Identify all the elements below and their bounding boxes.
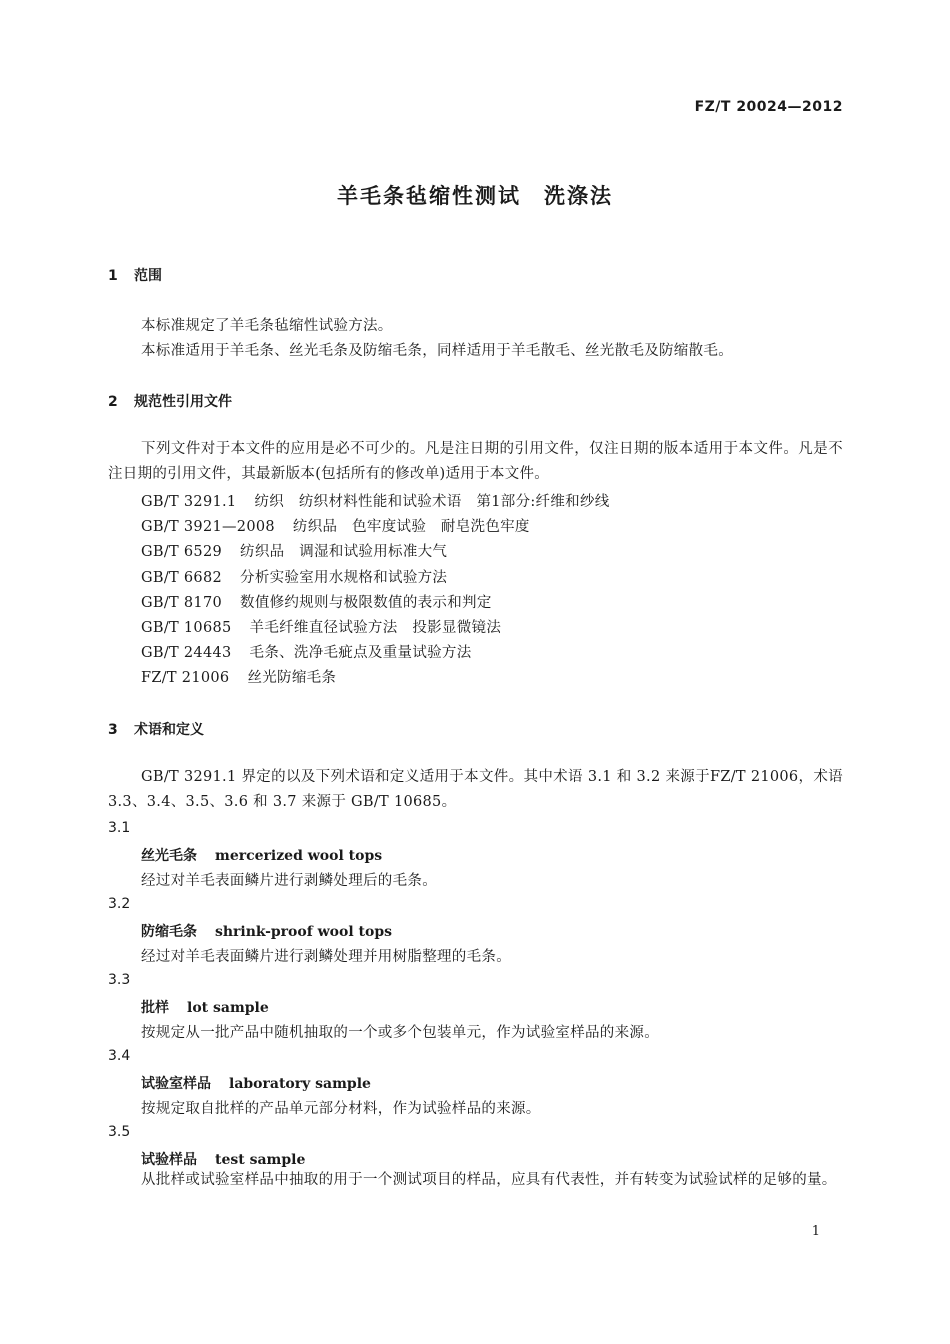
term-zh: 批样 — [141, 1000, 169, 1016]
section-number: 1 — [108, 268, 118, 284]
section-title: 范围 — [134, 268, 162, 284]
section-number: 2 — [108, 394, 118, 410]
term-heading — [141, 1149, 305, 1169]
reference-title: 毛条、洗净毛疵点及重量试验方法 — [249, 645, 472, 661]
clause-number: 3.2 — [108, 896, 131, 912]
clause-number: 3.1 — [108, 820, 131, 836]
clause-number: 3.4 — [108, 1048, 131, 1064]
reference-item — [141, 591, 492, 612]
term-zh: 防缩毛条 — [141, 924, 197, 940]
term-zh: 试验室样品 — [141, 1076, 211, 1092]
term-zh: 丝光毛条 — [141, 848, 197, 864]
reference-code: GB/T 3921—2008 — [141, 519, 275, 535]
section-1-paragraph-1: 本标准规定了羊毛条毡缩性试验方法。 — [141, 318, 393, 334]
reference-code: GB/T 6529 — [141, 544, 223, 560]
term-heading — [141, 845, 382, 865]
term-en: mercerized wool tops — [215, 848, 383, 864]
term-en: shrink-proof wool tops — [215, 924, 393, 940]
reference-item — [141, 641, 472, 662]
reference-code: GB/T 10685 — [141, 620, 232, 636]
term-en: laboratory sample — [229, 1076, 371, 1092]
term-definition: 经过对羊毛表面鳞片进行剥鳞处理并用树脂整理的毛条。 — [141, 949, 511, 965]
standard-code: FZ/T 20024—2012 — [694, 99, 843, 115]
reference-item — [141, 566, 447, 587]
term-heading — [141, 1073, 371, 1093]
reference-item — [141, 490, 610, 511]
reference-code: GB/T 3291.1 — [141, 494, 237, 510]
reference-title: 羊毛纤维直径试验方法 投影显微镜法 — [249, 620, 502, 636]
section-2-intro: 下列文件对于本文件的应用是必不可少的。凡是注日期的引用文件，仅注日期的版本适用于本文件。凡是不注日期的引用文件，其最新版本(包括所有的修改单)适用于本文件。 — [108, 441, 843, 482]
term-heading — [141, 921, 392, 941]
clause-number: 3.5 — [108, 1124, 131, 1140]
section-number: 3 — [108, 722, 118, 738]
section-3-heading — [108, 719, 204, 739]
term-definition: 经过对羊毛表面鳞片进行剥鳞处理后的毛条。 — [141, 873, 437, 889]
term-en: test sample — [215, 1152, 306, 1168]
reference-item — [141, 616, 501, 637]
term-definition: 按规定取自批样的产品单元部分材料，作为试验样品的来源。 — [141, 1101, 541, 1117]
reference-title: 分析实验室用水规格和试验方法 — [240, 570, 448, 586]
reference-code: GB/T 6682 — [141, 570, 223, 586]
term-definition: 从批样或试验室样品中抽取的用于一个测试项目的样品，应具有代表性，并有转变为试验试样的足够的量。 — [141, 1172, 837, 1188]
reference-code: GB/T 24443 — [141, 645, 232, 661]
reference-title: 丝光防缩毛条 — [247, 670, 337, 686]
section-title: 术语和定义 — [134, 722, 204, 738]
section-1-heading — [108, 265, 162, 285]
term-definition: 按规定从一批产品中随机抽取的一个或多个包装单元，作为试验室样品的来源。 — [141, 1025, 659, 1041]
reference-item — [141, 666, 336, 687]
document-title: 羊毛条毡缩性测试 洗涤法 — [337, 184, 613, 208]
section-3-intro: GB/T 3291.1 界定的以及下列术语和定义适用于本文件。其中术语 3.1 和 3.2 来源于FZ/T 21006，术语 3.3、3.4、3.5、3.6 和 3.7 来源于 GB/T 10685。 — [108, 769, 843, 810]
section-1-paragraph-2: 本标准适用于羊毛条、丝光毛条及防缩毛条，同样适用于羊毛散毛、丝光散毛及防缩散毛。 — [141, 343, 733, 359]
reference-title: 纺织品 色牢度试验 耐皂洗色牢度 — [292, 519, 530, 535]
term-heading — [141, 997, 269, 1017]
reference-code: FZ/T 21006 — [141, 670, 230, 686]
reference-title: 数值修约规则与极限数值的表示和判定 — [240, 595, 492, 611]
section-2-heading — [108, 391, 232, 411]
term-zh: 试验样品 — [141, 1152, 197, 1168]
section-title: 规范性引用文件 — [134, 394, 232, 410]
reference-item — [141, 515, 530, 536]
clause-number: 3.3 — [108, 972, 131, 988]
term-en: lot sample — [187, 1000, 269, 1016]
reference-code: GB/T 8170 — [141, 595, 223, 611]
page-number: 1 — [811, 1224, 820, 1239]
reference-item — [141, 540, 447, 561]
reference-title: 纺织品 调湿和试验用标准大气 — [240, 544, 448, 560]
reference-title: 纺织 纺织材料性能和试验术语 第1部分:纤维和纱线 — [254, 494, 610, 510]
